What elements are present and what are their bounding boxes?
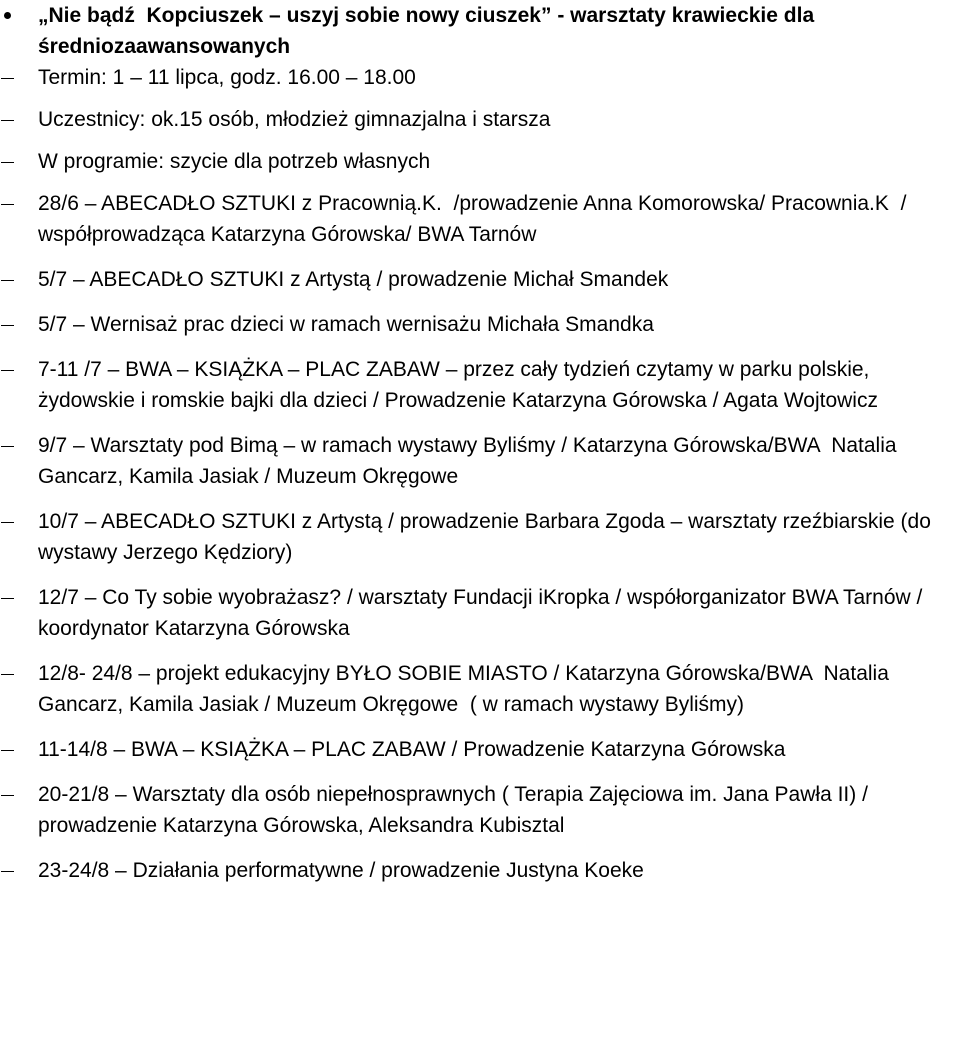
list-item-text: 23-24/8 – Działania performatywne / prowadzenie Justyna Koeke <box>38 859 644 882</box>
dash-marker <box>0 188 20 219</box>
dash-icon <box>1 78 14 79</box>
list-item-uczestnicy <box>0 104 960 135</box>
list-item-text: 5/7 – Wernisaż prac dzieci w ramach wernisażu Michała Smandka <box>38 313 654 336</box>
heading-item <box>0 0 960 62</box>
list-item-program <box>0 146 960 177</box>
list-item-text: 5/7 – ABECADŁO SZTUKI z Artystą / prowadzenie Michał Smandek <box>38 268 669 291</box>
list-item-event <box>0 264 960 295</box>
dash-marker <box>0 506 20 537</box>
dash-icon <box>1 204 14 205</box>
list-item-event <box>0 734 960 765</box>
list-item-text: 12/7 – Co Ty sobie wyobrażasz? / warsztaty Fundacji iKropka / współorganizator BWA Tarnów / koordynator Katarzyna Górowska <box>38 586 929 640</box>
list-item-event <box>0 506 960 568</box>
dash-icon <box>1 162 14 163</box>
bullet-dot-icon <box>4 12 11 19</box>
dash-marker <box>0 582 20 613</box>
dash-marker <box>0 779 20 810</box>
list-item-event <box>0 354 960 416</box>
list-item-text: 7-11 /7 – BWA – KSIĄŻKA – PLAC ZABAW – przez cały tydzień czytamy w parku polskie, żydowskie i romskie bajki dla dzieci / Prowadzenie Katarzyna Górowska / Agata Wojtowicz <box>38 358 878 412</box>
list-item-text: 28/6 – ABECADŁO SZTUKI z Pracownią.K. /prowadzenie Anna Komorowska/ Pracownia.K / współprowadząca Katarzyna Górowska/ BWA Tarnów <box>38 192 913 246</box>
list-item-event <box>0 430 960 492</box>
list-item-event <box>0 582 960 644</box>
list-item-event <box>0 188 960 250</box>
list-item-event <box>0 855 960 886</box>
list-item-text: 11-14/8 – BWA – KSIĄŻKA – PLAC ZABAW / Prowadzenie Katarzyna Górowska <box>38 738 786 761</box>
list-item-termin <box>0 62 960 93</box>
list-item-text: Uczestnicy: ok.15 osób, młodzież gimnazjalna i starsza <box>38 108 551 131</box>
list-item-event <box>0 779 960 841</box>
dash-icon <box>1 598 14 599</box>
list-item-text: 12/8- 24/8 – projekt edukacyjny BYŁO SOBIE MIASTO / Katarzyna Górowska/BWA Natalia Gancarz, Kamila Jasiak / Muzeum Okręgowe ( w ramach wystawy Byliśmy) <box>38 662 895 716</box>
dash-icon <box>1 120 14 121</box>
dash-icon <box>1 795 14 796</box>
dash-marker <box>0 264 20 295</box>
list-item-event <box>0 658 960 720</box>
list-item-text: 9/7 – Warsztaty pod Bimą – w ramach wystawy Byliśmy / Katarzyna Górowska/BWA Natalia Gancarz, Kamila Jasiak / Muzeum Okręgowe <box>38 434 903 488</box>
dash-marker <box>0 104 20 135</box>
dash-marker <box>0 309 20 340</box>
dash-marker <box>0 430 20 461</box>
dash-icon <box>1 750 14 751</box>
list-item-text: 20-21/8 – Warsztaty dla osób niepełnosprawnych ( Terapia Zajęciowa im. Jana Pawła II) / prowadzenie Katarzyna Górowska, Aleksandra Kubisztal <box>38 783 874 837</box>
dash-marker <box>0 146 20 177</box>
list-item-event <box>0 309 960 340</box>
dash-marker <box>0 62 20 93</box>
dash-marker <box>0 855 20 886</box>
workshop-title: „Nie bądź Kopciuszek – uszyj sobie nowy ciuszek” - warsztaty krawieckie dla średniozaawansowanych <box>38 4 820 58</box>
dash-marker <box>0 734 20 765</box>
bullet-marker <box>0 0 20 31</box>
dash-marker <box>0 354 20 385</box>
list-item-text: W programie: szycie dla potrzeb własnych <box>38 150 431 173</box>
dash-icon <box>1 522 14 523</box>
dash-icon <box>1 280 14 281</box>
dash-icon <box>1 674 14 675</box>
list-item-text: 10/7 – ABECADŁO SZTUKI z Artystą / prowadzenie Barbara Zgoda – warsztaty rzeźbiarskie (do wystawy Jerzego Kędziory) <box>38 510 937 564</box>
list-item-text: Termin: 1 – 11 lipca, godz. 16.00 – 18.00 <box>38 66 416 89</box>
dash-icon <box>1 871 14 872</box>
dash-icon <box>1 325 14 326</box>
dash-icon <box>1 370 14 371</box>
dash-icon <box>1 446 14 447</box>
dash-marker <box>0 658 20 689</box>
